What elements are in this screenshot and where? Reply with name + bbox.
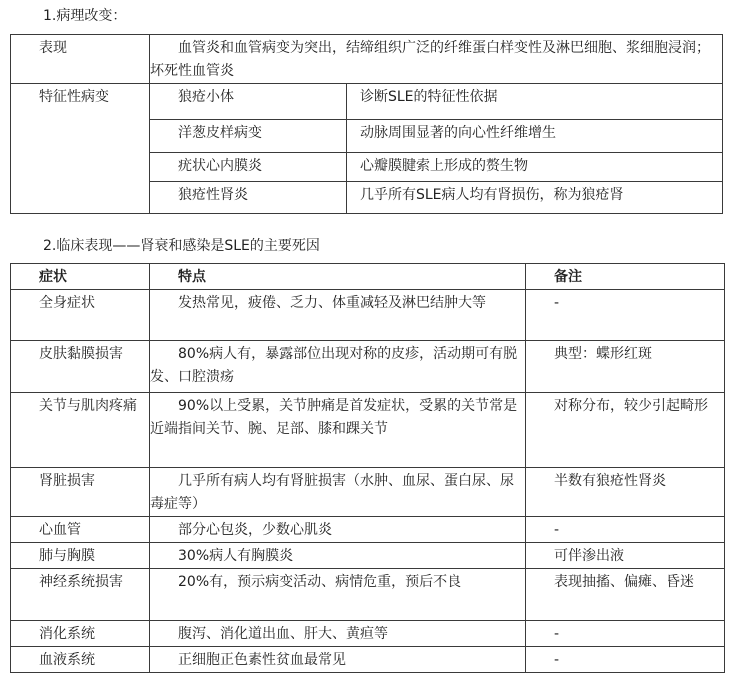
row-text: 血管炎和血管病变为突出，结缔组织广泛的纤维蛋白样变性及淋巴细胞、浆细胞浸润；坏死性血管炎 <box>150 35 723 84</box>
header-symptom: 症状 <box>11 264 150 290</box>
table-row <box>11 621 725 647</box>
lesion-desc: 心瓣膜腱索上形成的赘生物 <box>347 153 723 182</box>
table-row <box>11 517 725 543</box>
symptom-cell: 全身症状 <box>11 290 150 341</box>
feature-cell: 20%有，预示病变活动、病情危重，预后不良 <box>150 569 526 621</box>
table-row <box>11 341 725 393</box>
table-row <box>11 468 725 517</box>
note-cell: - <box>526 621 725 647</box>
table-row <box>11 647 725 673</box>
feature-cell: 30%病人有胸膜炎 <box>150 543 526 569</box>
row-label: 表现 <box>11 35 150 84</box>
table-row <box>11 290 725 341</box>
note-cell: 半数有狼疮性肾炎 <box>526 468 725 517</box>
note-cell: 典型：蝶形红斑 <box>526 341 725 393</box>
symptom-cell: 血液系统 <box>11 647 150 673</box>
lesion-name: 洋葱皮样病变 <box>150 120 347 153</box>
feature-cell: 发热常见，疲倦、乏力、体重减轻及淋巴结肿大等 <box>150 290 526 341</box>
pathology-table <box>10 34 723 214</box>
lesion-name: 狼疮性肾炎 <box>150 182 347 214</box>
table-row <box>11 393 725 468</box>
note-cell: 对称分布，较少引起畸形 <box>526 393 725 468</box>
note-cell: 表现抽搐、偏瘫、昏迷 <box>526 569 725 621</box>
symptom-cell: 消化系统 <box>11 621 150 647</box>
lesion-desc: 动脉周围显著的向心性纤维增生 <box>347 120 723 153</box>
feature-cell: 腹泻、消化道出血、肝大、黄疸等 <box>150 621 526 647</box>
note-cell: - <box>526 647 725 673</box>
symptom-cell: 肾脏损害 <box>11 468 150 517</box>
header-feature: 特点 <box>150 264 526 290</box>
lesion-desc: 几乎所有SLE病人均有肾损伤，称为狼疮肾 <box>347 182 723 214</box>
table-row <box>11 543 725 569</box>
section1-title: 1.病理改变： <box>43 8 127 24</box>
symptom-cell: 关节与肌肉疼痛 <box>11 393 150 468</box>
feature-cell: 几乎所有病人均有肾脏损害（水肿、血尿、蛋白尿、尿毒症等） <box>150 468 526 517</box>
section2-title: 2.临床表现——肾衰和感染是SLE的主要死因 <box>43 238 320 254</box>
header-note: 备注 <box>526 264 725 290</box>
table-row <box>11 35 723 84</box>
table-row <box>11 569 725 621</box>
feature-cell: 部分心包炎，少数心肌炎 <box>150 517 526 543</box>
feature-cell: 80%病人有，暴露部位出现对称的皮疹，活动期可有脱发、口腔溃疡 <box>150 341 526 393</box>
symptom-cell: 肺与胸膜 <box>11 543 150 569</box>
lesion-name: 疣状心内膜炎 <box>150 153 347 182</box>
symptom-cell: 皮肤黏膜损害 <box>11 341 150 393</box>
lesion-desc: 诊断SLE的特征性依据 <box>347 84 723 120</box>
feature-cell: 90%以上受累，关节肿痛是首发症状，受累的关节常是近端指间关节、腕、足部、膝和踝关节 <box>150 393 526 468</box>
symptom-cell: 神经系统损害 <box>11 569 150 621</box>
note-cell: 可伴渗出液 <box>526 543 725 569</box>
table-header-row <box>11 264 725 290</box>
symptom-cell: 心血管 <box>11 517 150 543</box>
table-row <box>11 84 723 120</box>
clinical-table <box>10 263 725 673</box>
row-label: 特征性病变 <box>11 84 150 214</box>
lesion-name: 狼疮小体 <box>150 84 347 120</box>
note-cell: - <box>526 290 725 341</box>
note-cell: - <box>526 517 725 543</box>
feature-cell: 正细胞正色素性贫血最常见 <box>150 647 526 673</box>
